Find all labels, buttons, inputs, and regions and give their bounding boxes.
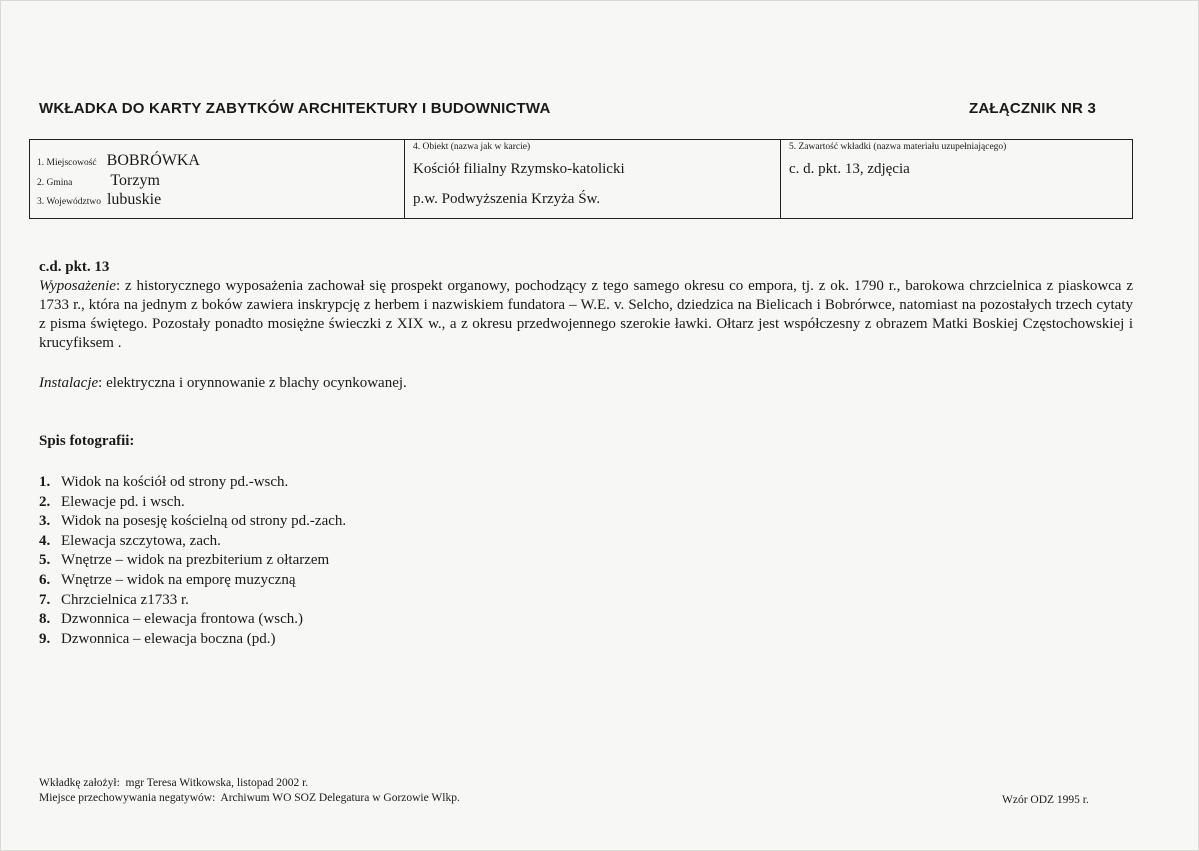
content-cell	[780, 140, 1132, 218]
list-item	[39, 610, 346, 630]
author-row	[39, 776, 460, 791]
equipment-term: Wyposażenie	[39, 278, 116, 294]
object-name: Kościół filialny Rzymsko-katolicki	[413, 161, 625, 177]
item-number: 7.	[39, 591, 51, 608]
object-cell	[404, 140, 780, 218]
footer-info	[39, 776, 460, 806]
equipment-text: : z historycznego wyposażenia zachował się prospekt organowy, pochodzący z tego samego okresu co empora, tj. z ok. 1790 r., barokowa chrzcielnica z piaskowca z 1733 r., która na jednym z boków zawiera inskrypcję z herbem i nazwiskiem fundatora – W.E. v. Selcho, dziedzica na Bielicach i Bobrórwce, natomiast na pozostałych trzech cytaty z pisma świętego. Pozostały ponadto mosiężne świeczki z XIX w., a z okresu przedwojennego szerokie ławki. Ołtarz jest współczesny z obrazem Matki Boskiej Częstochowskiej i krucyfiksem .	[39, 278, 1133, 351]
commune-value: Torzym	[110, 172, 160, 189]
item-text: Widok na posesję kościelną od strony pd.-zach.	[61, 513, 347, 530]
list-item	[39, 630, 346, 650]
commune-row	[37, 172, 160, 190]
document-header	[39, 100, 1099, 122]
item-number: 6.	[39, 571, 51, 588]
author-value: mgr Teresa Witkowska, listopad 2002 r.	[125, 777, 309, 789]
item-text: Wnętrze – widok na prezbiterium z ołtarzem	[61, 552, 330, 569]
commune-label: 2. Gmina	[37, 178, 73, 188]
location-cell	[30, 140, 404, 218]
list-item	[39, 532, 346, 552]
installations-term: Instalacje	[39, 375, 99, 391]
description-section	[39, 258, 1133, 353]
item-number: 1.	[39, 474, 51, 490]
section-heading: c.d. pkt. 13	[39, 259, 110, 275]
item-text: Wnętrze – widok na emporę muzyczną	[61, 571, 296, 588]
object-dedication: p.w. Podwyższenia Krzyża Św.	[413, 191, 601, 207]
annex-number: ZAŁĄCZNIK NR 3	[969, 100, 1096, 117]
storage-row	[39, 791, 460, 806]
installations-text: : elektryczna i orynnowanie z blachy ocynkowanej.	[98, 375, 407, 391]
item-text: Dzwonnica – elewacja boczna (pd.)	[61, 630, 276, 647]
storage-value: Archiwum WO SOZ Delegatura w Gorzowie Wlkp.	[220, 792, 460, 804]
photo-list	[39, 473, 346, 649]
item-text: Widok na kościół od strony pd.-wsch.	[61, 474, 289, 490]
locality-label: 1. Miejscowość	[37, 158, 97, 168]
list-item	[39, 551, 346, 571]
voivodeship-label: 3. Województwo	[37, 197, 101, 207]
list-item	[39, 571, 346, 591]
item-text: Elewacje pd. i wsch.	[61, 493, 185, 510]
locality-value: BOBRÓWKA	[106, 152, 200, 169]
content-label: 5. Zawartość wkładki (nazwa materiału uzupełniającego)	[789, 142, 1007, 152]
voivodeship-value: lubuskie	[106, 191, 162, 208]
voivodeship-row	[37, 191, 161, 209]
item-number: 3.	[39, 513, 51, 530]
storage-label: Miejsce przechowywania negatywów:	[39, 792, 216, 804]
item-text: Elewacja szczytowa, zach.	[61, 532, 221, 549]
object-label: 4. Obiekt (nazwa jak w karcie)	[413, 142, 531, 152]
list-item	[39, 591, 346, 611]
installations-paragraph	[39, 375, 407, 392]
list-item	[39, 512, 346, 532]
content-value: c. d. pkt. 13, zdjęcia	[789, 161, 910, 177]
item-number: 5.	[39, 552, 51, 569]
equipment-paragraph	[39, 277, 1133, 353]
template-version: Wzór ODZ 1995 r.	[1002, 794, 1089, 806]
item-text: Chrzcielnica z1733 r.	[61, 591, 189, 608]
item-number: 9.	[39, 630, 51, 647]
item-number: 4.	[39, 532, 51, 549]
item-text: Dzwonnica – elewacja frontowa (wsch.)	[61, 611, 303, 628]
item-number: 8.	[39, 611, 51, 628]
item-number: 2.	[39, 493, 51, 510]
author-label: Wkładkę założył:	[39, 777, 120, 789]
photos-heading: Spis fotografii:	[39, 433, 135, 449]
info-table	[29, 139, 1133, 219]
list-item	[39, 493, 346, 513]
list-item	[39, 473, 346, 493]
locality-row	[37, 152, 200, 170]
document-title: WKŁADKA DO KARTY ZABYTKÓW ARCHITEKTURY I BUDOWNICTWA	[39, 100, 551, 117]
